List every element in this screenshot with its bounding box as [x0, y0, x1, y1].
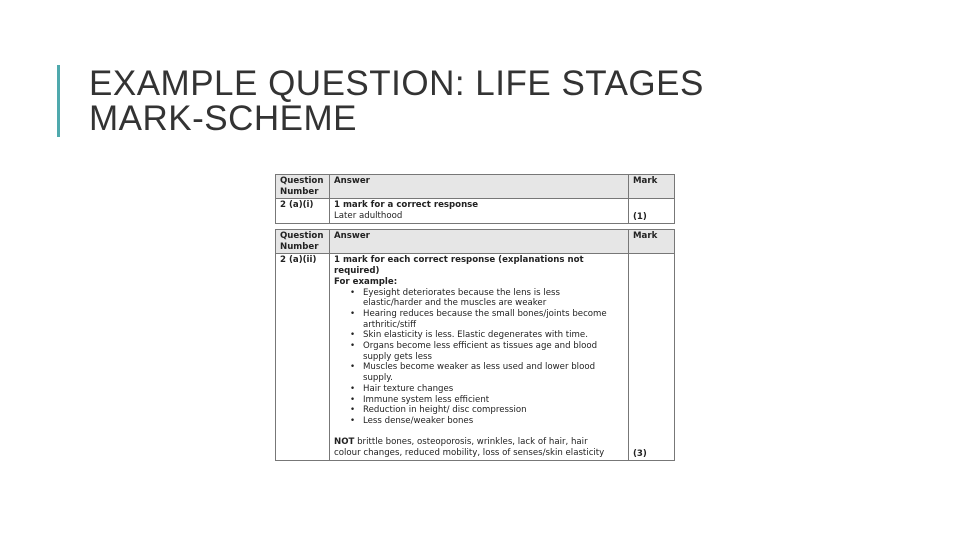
header-answer: Answer: [330, 175, 629, 199]
table-row: [276, 199, 675, 223]
list-item: • Eyesight deteriorates because the lens is less elastic/harder and the muscles are weaker: [363, 288, 624, 309]
list-item: • Reduction in height/ disc compression: [363, 405, 624, 416]
title-accent-bar: [57, 65, 60, 137]
title-line-1: EXAMPLE QUESTION: LIFE STAGES: [89, 64, 704, 103]
header-question-number: Question Number: [276, 175, 330, 199]
instruction: 1 mark for a correct response: [334, 200, 479, 211]
for-example-label: For example:: [334, 276, 398, 287]
answer-cell: [330, 254, 629, 460]
not-accepted-line: NOT brittle bones, osteoporosis, wrinkles, lack of hair, hair: [334, 437, 588, 448]
answer-text: Later adulthood: [334, 211, 403, 222]
header-mark: Mark: [629, 230, 675, 254]
answer-bullet-list: [334, 288, 624, 427]
table-header-row: [276, 175, 675, 199]
table-header-row: [276, 230, 675, 254]
title-line-2: MARK-SCHEME: [89, 99, 358, 138]
mark-cell: [629, 199, 675, 223]
list-item: • Organs become less efficient as tissues age and blood supply gets less: [363, 341, 624, 362]
mark-scheme-table-1: [275, 174, 675, 224]
question-number: 2 (a)(ii): [276, 254, 330, 460]
list-item: • Immune system less efficient: [363, 395, 624, 406]
list-item: • Less dense/weaker bones: [363, 416, 624, 427]
header-answer: Answer: [330, 230, 629, 254]
instruction-line: 1 mark for each correct response (explanations not: [334, 255, 584, 266]
header-question-number: Question Number: [276, 230, 330, 254]
mark-value: (3): [633, 449, 647, 460]
list-item: • Hearing reduces because the small bones/joints become arthritic/stiff: [363, 309, 624, 330]
answer-cell: [330, 199, 629, 223]
instruction-line: required): [334, 266, 380, 277]
table-row: [276, 254, 675, 460]
question-number: 2 (a)(i): [276, 199, 330, 223]
list-item: • Skin elasticity is less. Elastic degenerates with time.: [363, 330, 624, 341]
mark-cell: [629, 254, 675, 460]
mark-value: (1): [633, 212, 647, 223]
list-item: • Hair texture changes: [363, 384, 624, 395]
not-accepted-line: colour changes, reduced mobility, loss of senses/skin elasticity: [334, 448, 605, 459]
mark-scheme-table-2: [275, 229, 675, 461]
header-mark: Mark: [629, 175, 675, 199]
list-item: • Muscles become weaker as less used and lower blood supply.: [363, 362, 624, 383]
slide-title: [89, 66, 704, 136]
